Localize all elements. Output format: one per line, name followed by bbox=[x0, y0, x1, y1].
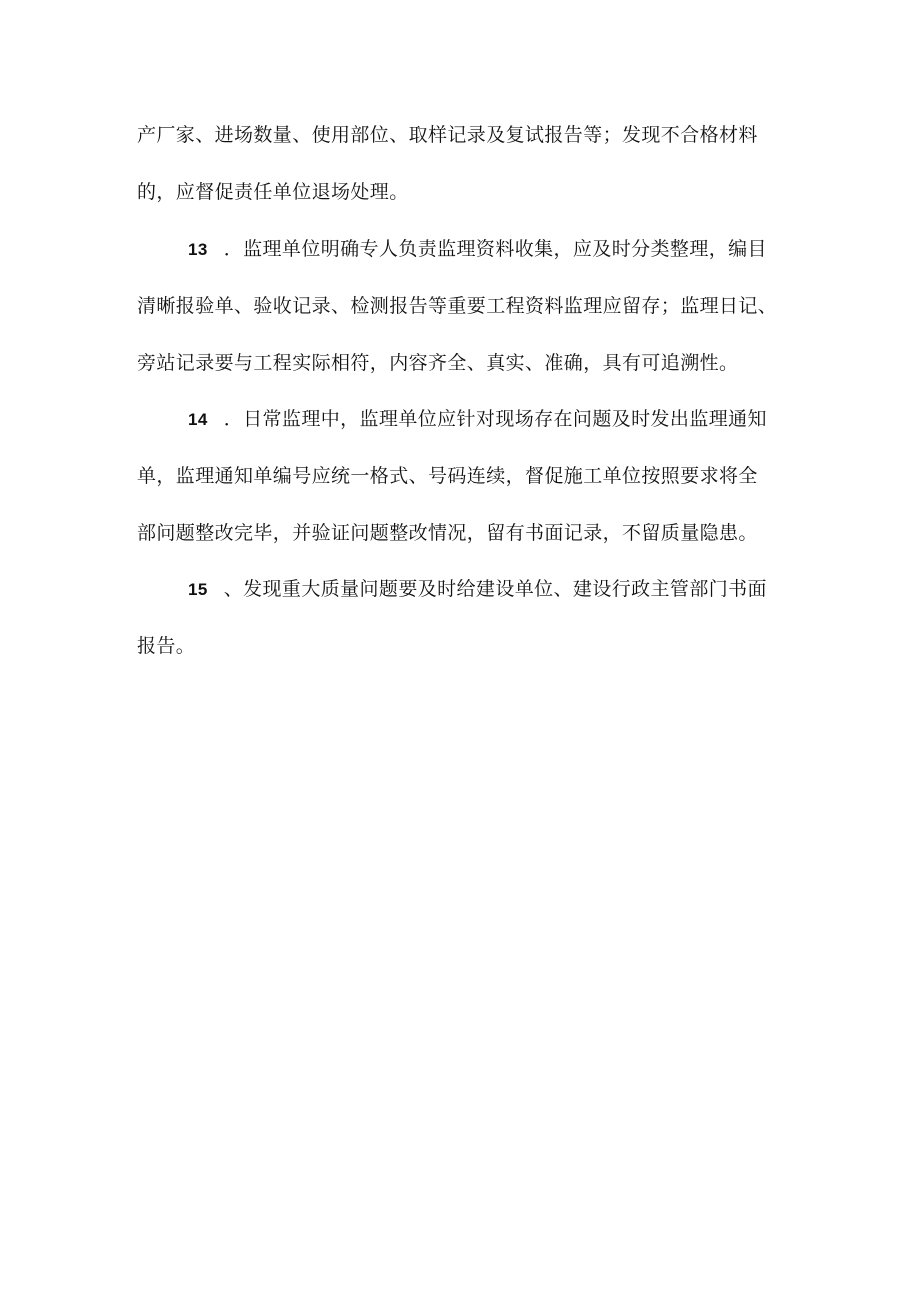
paragraph-15-line-2: 报告。 bbox=[137, 635, 196, 657]
item-number-14: 14 bbox=[188, 410, 208, 429]
paragraph-14-line-2: 单，监理通知单编号应统一格式、号码连续，督促施工单位按照要求将全 bbox=[137, 465, 758, 487]
paragraph-14-text: ．日常监理中，监理单位应针对现场存在问题及时发出监理通知 bbox=[223, 408, 767, 430]
paragraph-14-line-3: 部问题整改完毕，并验证问题整改情况，留有书面记录，不留质量隐患。 bbox=[137, 522, 758, 544]
paragraph-13-text: ．监理单位明确专人负责监理资料收集，应及时分类整理，编目 bbox=[223, 238, 767, 260]
paragraph-12-line-2: 产厂家、进场数量、使用部位、取样记录及复试报告等；发现不合格材料 bbox=[137, 124, 758, 146]
item-number-13: 13 bbox=[188, 240, 208, 259]
item-number-15: 15 bbox=[188, 580, 208, 599]
paragraph-13-line-2: 清晰报验单、验收记录、检测报告等重要工程资料监理应留存；监理日记、 bbox=[137, 295, 778, 317]
paragraph-14-line-1 bbox=[188, 407, 767, 432]
paragraph-15-text: 、发现重大质量问题要及时给建设单位、建设行政主管部门书面 bbox=[223, 578, 767, 600]
paragraph-12-line-3: 的，应督促责任单位退场处理。 bbox=[137, 181, 409, 203]
paragraph-13-line-1 bbox=[188, 237, 767, 262]
paragraph-15-line-1 bbox=[188, 577, 767, 602]
paragraph-13-line-3: 旁站记录要与工程实际相符，内容齐全、真实、准确，具有可追溯性。 bbox=[137, 352, 739, 374]
